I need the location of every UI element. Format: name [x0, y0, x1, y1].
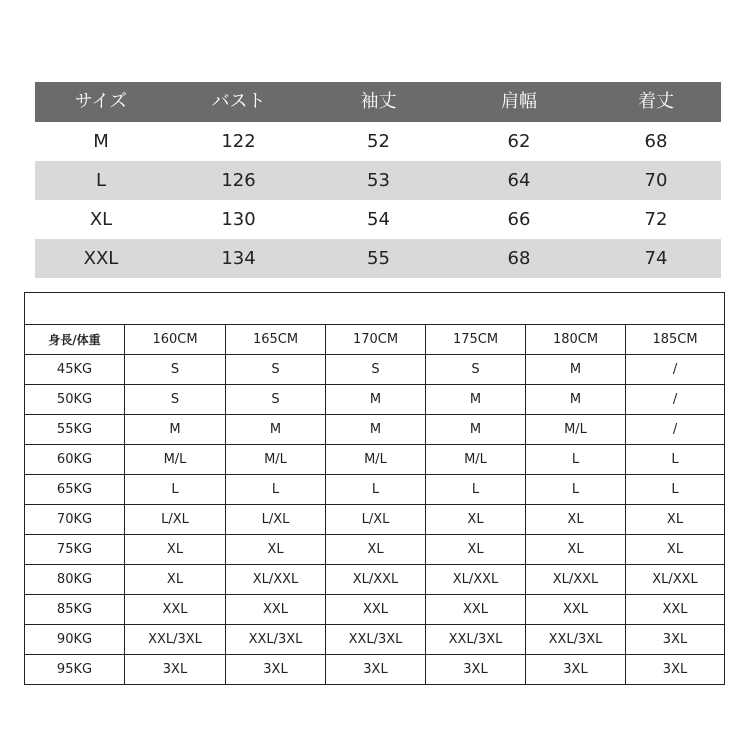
- recommended-size-cell: 3XL: [626, 625, 725, 655]
- recommended-size-cell: XL: [426, 505, 526, 535]
- recommended-size-cell: 3XL: [626, 655, 725, 685]
- length-value: 72: [644, 208, 668, 230]
- weight-label: 65KG: [25, 475, 125, 505]
- height-header: 165CM: [226, 325, 326, 355]
- size-label: XL: [89, 208, 113, 230]
- weight-label: 80KG: [25, 565, 125, 595]
- header-shoulder-width: 肩幅: [501, 91, 537, 112]
- table-row: [25, 445, 725, 475]
- recommended-size-cell: /: [626, 415, 725, 445]
- height-header-row: [25, 325, 725, 355]
- weight-label: 45KG: [25, 355, 125, 385]
- size-chart-table: [35, 82, 721, 278]
- weight-label: 55KG: [25, 415, 125, 445]
- size-row-m: [35, 122, 721, 161]
- table-row: [25, 565, 725, 595]
- recommended-size-cell: M: [326, 385, 426, 415]
- recommended-size-cell: L: [125, 475, 226, 505]
- table-row: [25, 505, 725, 535]
- table-row: [25, 535, 725, 565]
- recommended-size-cell: M: [326, 415, 426, 445]
- recommended-size-cell: M/L: [125, 445, 226, 475]
- recommended-size-cell: L/XL: [125, 505, 226, 535]
- recommended-size-cell: M: [526, 385, 626, 415]
- recommended-size-cell: XXL: [226, 595, 326, 625]
- recommended-size-cell: 3XL: [125, 655, 226, 685]
- recommended-size-cell: XXL/3XL: [226, 625, 326, 655]
- size-label: L: [95, 169, 107, 191]
- recommended-size-cell: S: [226, 355, 326, 385]
- length-value: 74: [644, 247, 668, 269]
- weight-label: 75KG: [25, 535, 125, 565]
- recommended-size-cell: XXL/3XL: [526, 625, 626, 655]
- sleeve-value: 55: [367, 247, 390, 269]
- recommended-size-cell: L: [426, 475, 526, 505]
- weight-label: 95KG: [25, 655, 125, 685]
- recommended-size-cell: M/L: [326, 445, 426, 475]
- recommended-size-cell: XXL: [526, 595, 626, 625]
- recommended-size-cell: L: [626, 475, 725, 505]
- shoulder-value: 62: [507, 130, 531, 152]
- bust-value: 134: [221, 247, 256, 269]
- recommended-size-cell: XXL/3XL: [326, 625, 426, 655]
- sleeve-value: 53: [367, 169, 390, 191]
- recommended-size-cell: M/L: [426, 445, 526, 475]
- bust-value: 126: [221, 169, 256, 191]
- recommended-size-cell: 3XL: [426, 655, 526, 685]
- size-chart-header-row: [35, 82, 721, 122]
- table-row: [25, 625, 725, 655]
- table-row: [25, 595, 725, 625]
- recommended-size-cell: XXL: [426, 595, 526, 625]
- height-weight-size-table: [24, 292, 725, 685]
- table-row: [25, 385, 725, 415]
- size-row-l: [35, 161, 721, 200]
- recommended-size-cell: S: [426, 355, 526, 385]
- header-size: サイズ: [74, 91, 128, 112]
- table-row: [25, 415, 725, 445]
- recommended-size-cell: XL/XXL: [326, 565, 426, 595]
- recommended-size-cell: XL/XXL: [226, 565, 326, 595]
- weight-label: 60KG: [25, 445, 125, 475]
- recommended-size-cell: 3XL: [326, 655, 426, 685]
- height-header: 180CM: [526, 325, 626, 355]
- recommended-size-cell: XXL: [125, 595, 226, 625]
- recommended-size-cell: XL: [626, 505, 725, 535]
- weight-label: 50KG: [25, 385, 125, 415]
- recommended-size-cell: L: [226, 475, 326, 505]
- table-blank-title-row: [25, 293, 725, 325]
- recommended-size-cell: M: [125, 415, 226, 445]
- recommended-size-cell: S: [326, 355, 426, 385]
- recommended-size-cell: XL: [526, 505, 626, 535]
- table-row: [25, 655, 725, 685]
- table-row: [25, 475, 725, 505]
- recommended-size-cell: /: [626, 385, 725, 415]
- size-row-xxl: [35, 239, 721, 278]
- recommended-size-cell: L: [626, 445, 725, 475]
- recommended-size-cell: 3XL: [226, 655, 326, 685]
- weight-label: 90KG: [25, 625, 125, 655]
- recommended-size-cell: L: [526, 445, 626, 475]
- recommended-size-cell: XL/XXL: [426, 565, 526, 595]
- sleeve-value: 52: [367, 130, 390, 152]
- size-row-xl: [35, 200, 721, 239]
- blank-title-cell: [25, 293, 725, 325]
- recommended-size-cell: XXL/3XL: [426, 625, 526, 655]
- recommended-size-cell: L: [526, 475, 626, 505]
- header-sleeve-length: 袖丈: [360, 91, 397, 112]
- recommended-size-cell: XL: [426, 535, 526, 565]
- height-header: 170CM: [326, 325, 426, 355]
- bust-value: 122: [221, 130, 256, 152]
- corner-label: 身長/体重: [25, 325, 125, 355]
- recommended-size-cell: XL: [125, 535, 226, 565]
- height-header: 185CM: [626, 325, 725, 355]
- recommended-size-cell: XXL/3XL: [125, 625, 226, 655]
- shoulder-value: 68: [507, 247, 531, 269]
- recommended-size-cell: XL: [526, 535, 626, 565]
- recommended-size-cell: M/L: [226, 445, 326, 475]
- recommended-size-cell: S: [125, 355, 226, 385]
- recommended-size-cell: L/XL: [326, 505, 426, 535]
- recommended-size-cell: XL: [626, 535, 725, 565]
- size-label: M: [93, 130, 109, 152]
- recommended-size-cell: M: [426, 415, 526, 445]
- bust-value: 130: [221, 208, 256, 230]
- length-value: 68: [644, 130, 668, 152]
- sleeve-value: 54: [367, 208, 390, 230]
- recommended-size-cell: XL: [226, 535, 326, 565]
- header-length: 着丈: [638, 91, 674, 112]
- recommended-size-cell: XL: [125, 565, 226, 595]
- recommended-size-cell: XXL: [326, 595, 426, 625]
- recommended-size-cell: XL: [326, 535, 426, 565]
- shoulder-value: 66: [507, 208, 531, 230]
- header-bust: バスト: [211, 91, 266, 112]
- recommended-size-cell: /: [626, 355, 725, 385]
- recommended-size-cell: S: [226, 385, 326, 415]
- recommended-size-cell: M: [526, 355, 626, 385]
- recommended-size-cell: L/XL: [226, 505, 326, 535]
- recommended-size-cell: M/L: [526, 415, 626, 445]
- table-row: [25, 355, 725, 385]
- weight-label: 70KG: [25, 505, 125, 535]
- recommended-size-cell: 3XL: [526, 655, 626, 685]
- recommended-size-cell: XL/XXL: [526, 565, 626, 595]
- height-header: 160CM: [125, 325, 226, 355]
- length-value: 70: [644, 169, 668, 191]
- size-label: XXL: [83, 247, 119, 269]
- recommended-size-cell: XL/XXL: [626, 565, 725, 595]
- recommended-size-cell: L: [326, 475, 426, 505]
- shoulder-value: 64: [507, 169, 531, 191]
- height-header: 175CM: [426, 325, 526, 355]
- recommended-size-cell: XXL: [626, 595, 725, 625]
- recommended-size-cell: M: [426, 385, 526, 415]
- weight-label: 85KG: [25, 595, 125, 625]
- recommended-size-cell: M: [226, 415, 326, 445]
- recommended-size-cell: S: [125, 385, 226, 415]
